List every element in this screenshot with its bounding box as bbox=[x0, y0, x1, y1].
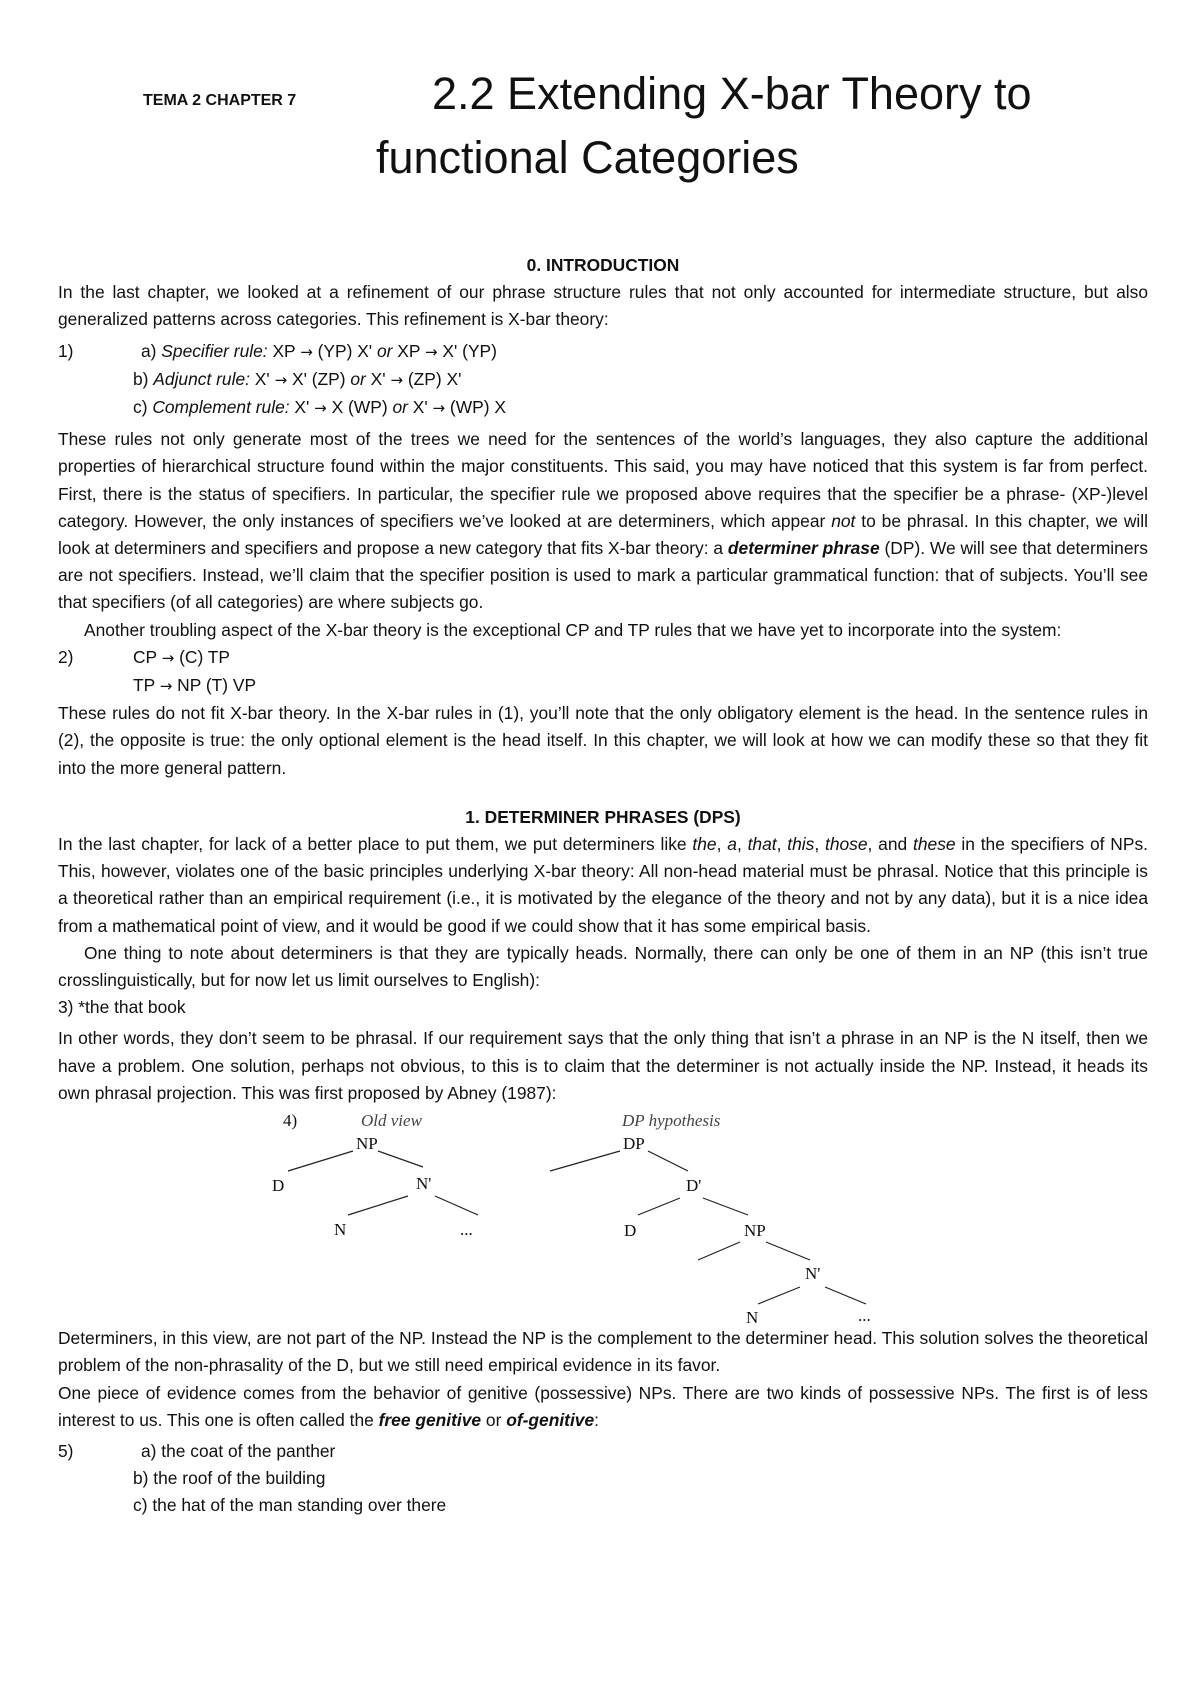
intro-paragraph-4: These rules do not fit X-bar theory. In the X-bar rules in (1), you’ll note that the only obligatory element is the head. In the sentence rules in (2), the opposite is true: the only optional element is the head itself. In this chapter, we will look at how we can modify these so that they fit into the more general pattern. bbox=[58, 703, 1148, 778]
example-number: 1) bbox=[58, 340, 74, 361]
branch-line bbox=[698, 1242, 740, 1260]
branch-line bbox=[703, 1198, 748, 1215]
arrow-icon: → bbox=[274, 370, 288, 389]
arrow-icon: → bbox=[314, 399, 327, 418]
intro-paragraph-2: These rules not only generate most of the trees we need for the sentences of the world’s languages, they also capture the additional properties of hierarchical structure found within the major constituents. This said, you may have noticed that this system is far from perfect. First, there is the status of specifiers. In particular, the specifier rule we proposed above requires that the specifier be a phrase- (XP-)level category. However, the only instances of specifiers we’ve looked at are determiners, which appear not to be phrasal. In this chapter, we will look at determiners and specifiers and propose a new category that fits X-bar theory: a determiner phrase (DP). We will see that determiners are not specifiers. Instead, we’ll claim that the specifier position is used to mark a particular grammatical function: that of subjects. You’ll see that specifiers (of all categories) are where subjects go. bbox=[58, 429, 1149, 613]
example-5b: b) the roof of the building bbox=[133, 1468, 326, 1489]
example-5a: a) the coat of the panther bbox=[141, 1440, 336, 1461]
dps-paragraph-5: One piece of evidence comes from the behavior of genitive (possessive) NPs. There are two kinds of possessive NPs. The first is of less interest to us. This one is often called the free genitive or of-genitive: bbox=[58, 1382, 1148, 1430]
old-nbar-node: N' bbox=[416, 1174, 432, 1194]
branch-line bbox=[550, 1151, 620, 1171]
header-label: TEMA 2 CHAPTER 7 bbox=[143, 92, 297, 109]
branch-line bbox=[288, 1151, 353, 1171]
section-heading-introduction: 0. INTRODUCTION bbox=[526, 255, 680, 275]
old-view-label: Old view bbox=[361, 1111, 422, 1131]
dps-paragraph-1: In the last chapter, for lack of a better place to put them, we put determiners like the, a, that, this, those, and these in the specifiers of NPs. This, however, violates one of the basic principles underlying X-bar theory: All non-head material must be phrasal. Notice that this principle is a theoretical rather than an empirical requirement (i.e., it is motivated by the elegance of the theory and not by any data), but it is a nice idea from a mathematical point of view, and it would be good if we could show that it has some empirical basis. bbox=[58, 834, 1148, 936]
dps-paragraph-2: One thing to note about determiners is that they are typically heads. Normally, there can only be one of them in an NP (this isn’t true crosslinguistically, but for now let us limit ourselves to English): bbox=[58, 942, 1148, 991]
arrow-icon: → bbox=[300, 342, 313, 361]
example-5c: c) the hat of the man standing over there bbox=[133, 1495, 447, 1516]
old-d-node: D bbox=[272, 1176, 285, 1196]
branch-line bbox=[648, 1151, 688, 1171]
branch-line bbox=[348, 1196, 408, 1215]
dp-dots-node: ... bbox=[858, 1306, 871, 1326]
title-line-2: functional Categories bbox=[376, 132, 799, 183]
old-np-node: NP bbox=[356, 1134, 378, 1154]
branch-line bbox=[766, 1242, 810, 1260]
dps-paragraph-4: Determiners, in this view, are not part of the NP. Instead the NP is the complement to the determiner head. This solution solves the theoretical problem of the non-phrasality of the D, but we still need empirical evidence in its favor. bbox=[58, 1328, 1148, 1376]
arrow-icon: → bbox=[390, 370, 404, 389]
arrow-icon: → bbox=[161, 648, 175, 667]
page-title bbox=[376, 62, 1136, 190]
old-n-node: N bbox=[334, 1220, 347, 1240]
rule-b: b) Adjunct rule: X' → X' (ZP) or X' → (ZP) X' bbox=[133, 368, 462, 389]
rule-tp: TP → NP (T) VP bbox=[133, 675, 257, 696]
rule-cp: CP → (C) TP bbox=[133, 646, 230, 667]
tree-example-number: 4) bbox=[283, 1111, 298, 1131]
intro-paragraph-1: In the last chapter, we looked at a refinement of our phrase structure rules that not only accounted for intermediate structure, but also generalized patterns across categories. This refinement is X-bar theory: bbox=[58, 282, 1148, 330]
example-number: 5) bbox=[58, 1440, 74, 1461]
example-3: 3) *the that book bbox=[58, 997, 186, 1018]
dbar-node: D' bbox=[686, 1176, 702, 1196]
branch-line bbox=[638, 1198, 680, 1215]
dp-hypothesis-label: DP hypothesis bbox=[622, 1111, 721, 1131]
example-5 bbox=[58, 1438, 1148, 1465]
arrow-icon: → bbox=[425, 342, 438, 361]
rule-c: c) Complement rule: X' → X (WP) or X' → (WP) X bbox=[133, 397, 506, 418]
branch-line bbox=[758, 1287, 800, 1304]
old-dots-node: ... bbox=[460, 1220, 473, 1240]
branch-line bbox=[435, 1196, 478, 1215]
dps-paragraph-3: In other words, they don’t seem to be phrasal. If our requirement says that the only thing that isn’t a phrase in an NP is the N itself, then we have a problem. One solution, perhaps not obvious, to this is to claim that the determiner is not actually inside the NP. Instead, it heads its own phrasal projection. This was first proposed by Abney (1987): bbox=[58, 1028, 1148, 1103]
example-2 bbox=[58, 644, 1148, 672]
title-line-1: 2.2 Extending X-bar Theory to bbox=[432, 68, 1032, 119]
syntax-tree-figure bbox=[58, 1107, 958, 1325]
example-1 bbox=[58, 338, 1148, 366]
example-number: 2) bbox=[58, 646, 74, 667]
dp-n-node: N bbox=[746, 1308, 759, 1326]
dp-d-node: D bbox=[624, 1221, 637, 1241]
branch-line bbox=[825, 1287, 866, 1304]
dp-np-node: NP bbox=[744, 1221, 766, 1241]
dp-nbar-node: N' bbox=[805, 1264, 821, 1284]
intro-paragraph-3: Another troubling aspect of the X-bar theory is the exceptional CP and TP rules that we have yet to incorporate into the system: bbox=[84, 619, 1062, 640]
dp-node: DP bbox=[623, 1134, 645, 1154]
rule-a: a) Specifier rule: XP → (YP) X' or XP → X' (YP) bbox=[141, 340, 497, 361]
document-body bbox=[58, 252, 1148, 1520]
branch-line bbox=[378, 1151, 423, 1167]
section-heading-dps: 1. DETERMINER PHRASES (DPS) bbox=[465, 806, 741, 827]
arrow-icon: → bbox=[432, 399, 446, 418]
tree-diagrams bbox=[58, 1107, 1148, 1325]
arrow-icon: → bbox=[159, 677, 173, 696]
